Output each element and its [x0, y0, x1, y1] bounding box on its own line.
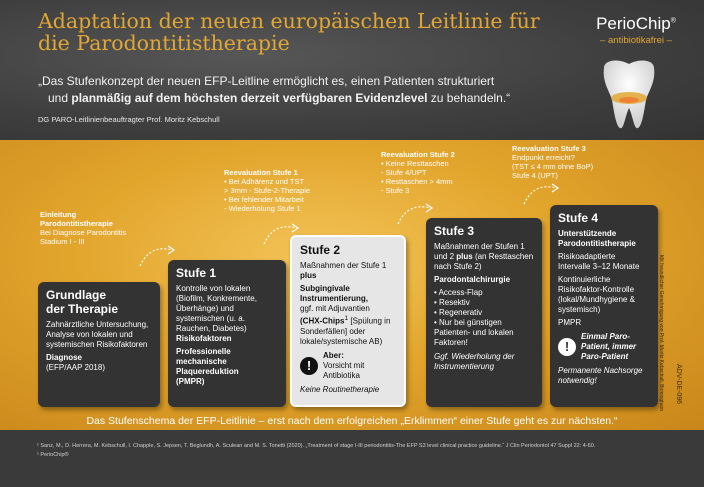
card-stufe-2: Stufe 2 Maßnahmen der Stufe 1 plus Subgingivale Instrumentierung, ggf. mit Adjuvantien (CHX-Chips$^1$ [Spülung in Sonderfällen] oder lokale/systemische AB) ! Aber: Vorsicht mit Antibiotika Keine Routinetherapie — [290, 235, 406, 407]
quote — [38, 73, 578, 107]
quote-author: DG PARO-Leitlinienbeauftragter Prof. Moritz Kebschull — [38, 115, 220, 124]
annotation-reevaluation-1: Reevaluation Stufe 1 • Bei Adhärenz und TST > 3mm - Stufe-2-Therapie • Bei fehlender Mitarbeit - Wiederholung Stufe 1 — [224, 168, 311, 213]
quote-line-1: „Das Stufenkonzept der neuen EFP-Leitline ermöglicht es, einen Patienten strukturiert — [38, 74, 495, 88]
page-title: Adaptation der neuen europäischen Leitlinie für die Parodontitistherapie — [38, 9, 540, 55]
warning-antibiotika: ! Aber: Vorsicht mit Antibiotika — [300, 351, 396, 381]
card-stufe-3: Stufe 3 Maßnahmen der Stufen 1 und 2 plus (an Resttaschen nach Stufe 2) Parodontalchirurgie • Access-Flap • Resektiv • Regenerativ • Nur bei günstigen Patienten- und lokalen Faktoren! Ggf. Wiederholung der Instrumentierung — [426, 218, 542, 407]
warning-icon: ! — [300, 357, 318, 375]
warning-paro-patient: ! Einmal Paro-Patient, immer Paro-Patient — [558, 332, 650, 362]
card-grundlage: Grundlage der Therapie Zahnärztliche Untersuchung, Analyse von lokalen und systemischen Risikofaktoren Diagnose (EFP/AAP 2018) — [38, 282, 160, 407]
quote-emphasis: planmäßig auf dem höchsten derzeit verfügbaren Evidenzlevel — [71, 91, 428, 105]
card-stufe-4: Stufe 4 Unterstützende Parodontitistherapie Risikoadaptierte Intervalle 3–12 Monate Kontinuierliche Risikofaktor-Kontrolle (lokal/Mundhygiene & systemisch) PMPR ! Einmal Paro-Patient, immer Paro-Patient Permanente Nachsorge notwendig! — [550, 205, 658, 407]
warning-icon: ! — [558, 338, 576, 356]
card-stufe-1: Stufe 1 Kontrolle von lokalen (Biofilm, Konkremente, Überhänge) und systemischen (u. a. Rauchen, Diabetes) Risikofaktoren Professionelle mechanische Plaquereduktion (PMPR) — [168, 260, 286, 407]
adv-code: ADV-DE-096 — [675, 364, 682, 405]
periochip-logo: PerioChip® – antibiotikafrei – — [596, 14, 676, 46]
annotation-einleitung: Einleitung Parodontitistherapie Bei Diagnose Parodontitis Stadium I - III — [40, 210, 127, 246]
annotation-reevaluation-3: Reevaluation Stufe 3 Endpunkt erreicht? (TST ≤ 4 mm ohne BoP) Stufe 4 (UPT) — [512, 144, 594, 180]
conclusion: Das Stufenschema der EFP-Leitlinie – erst nach dem erfolgreichen „Erklimmen“ einer Stufe geht es zur nächsten.“ — [86, 415, 618, 427]
side-note: Mit freundlicher Genehmigung von Prof. Moritz Kebschull, Birmingham — [658, 255, 664, 411]
tooth-illustration — [584, 56, 674, 136]
surgery-list: • Access-Flap • Resektiv • Regenerativ • Nur bei günstigen Patienten- und lokalen Faktoren! — [434, 288, 534, 348]
annotation-reevaluation-2: Reevaluation Stufe 2 • Keine Resttaschen - Stufe 4/UPT • Resttaschen > 4mm - Stufe 3 — [381, 150, 455, 195]
reference: ¹ Sanz, M., D. Herrera, M. Kebschull, I. Chapple, S. Jepsen, T. Beglundh, A. Sculean and M. S. Tonetti (2020). „Treatment of stage I-III periodontitis-The EFP S3 level clinical practice guideline.“ J Clin Periodontol 47 Suppl 22: 4-60. ¹ PerioChip® — [37, 443, 596, 458]
quote-line-2: und planmäßig auf dem höchsten derzeit verfügbaren Evidenzlevel zu behandeln.“ — [48, 91, 511, 105]
arrow-4 — [522, 178, 562, 208]
